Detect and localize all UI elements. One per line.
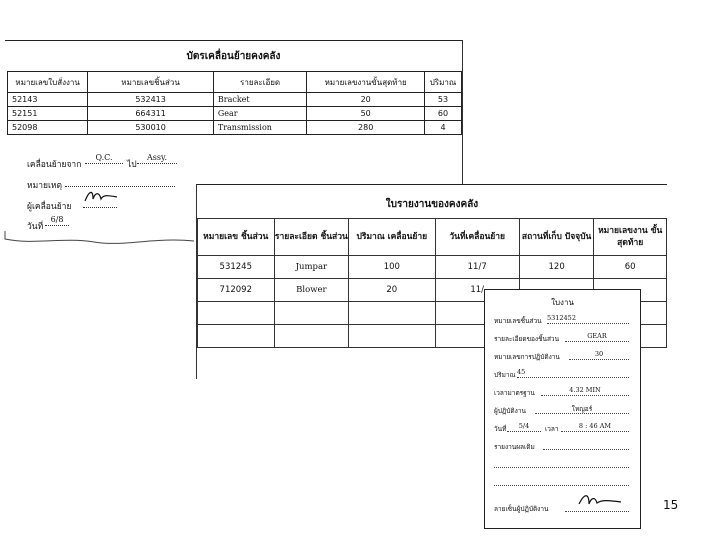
cell: 52098 (8, 121, 88, 135)
cell: Blower (274, 279, 349, 302)
card2-header: รายละเอียด ชิ้นส่วน (274, 219, 349, 256)
job-no-value: 30 (569, 350, 629, 360)
note-label: หมายเหตุ (27, 181, 62, 191)
cell (198, 325, 275, 348)
date-label: วันที่ (27, 222, 44, 232)
card2-title: ใบรายงานของคงคลัง (385, 199, 479, 210)
std-time-label: เวลามาตรฐาน (494, 389, 535, 397)
cell: Gear (213, 107, 306, 121)
job-ticket-card (484, 289, 641, 529)
date-value: 6/8 (45, 215, 69, 226)
operator-label: ผู้ปฏิบัติงาน (494, 407, 526, 415)
cell: 50 (307, 107, 425, 121)
card2-header: ปริมาณ เคลื่อนย้าย (349, 219, 435, 256)
remark-line-1 (543, 440, 629, 450)
cell: 280 (307, 121, 425, 135)
cell: 52143 (8, 93, 88, 107)
card1-header: หมายเลขงานขั้นสุดท้าย (307, 72, 425, 93)
page-number: 15 (663, 498, 679, 512)
table-row (8, 121, 462, 135)
note-line (65, 176, 175, 187)
qty-value: 45 (517, 368, 629, 378)
cell: 11/7 (435, 256, 519, 279)
operator-signature (577, 490, 623, 508)
cell: 20 (307, 93, 425, 107)
cell (198, 302, 275, 325)
card3-title: ใบงาน (551, 298, 574, 307)
table-row (198, 256, 667, 279)
cell: 60 (425, 107, 462, 121)
cell: 4 (425, 121, 462, 135)
desc-label: รายละเอียดของชิ้นส่วน (494, 335, 560, 343)
table-row (8, 93, 462, 107)
card1-table (7, 71, 462, 135)
card1-header: ปริมาณ (425, 72, 462, 93)
signature-label: ลายเซ็นผู้ปฏิบัติงาน (494, 505, 549, 513)
cell: 120 (519, 256, 594, 279)
cell (274, 325, 349, 348)
move-from-label: เคลื่อนย้ายจาก (27, 160, 82, 170)
to-value: Assy. (137, 153, 177, 164)
operator-value: ใหญอร์ (535, 404, 629, 414)
qty-label: ปริมาณ (494, 371, 516, 379)
cell: 52151 (8, 107, 88, 121)
std-time-value: 4.32 MIN (541, 386, 629, 396)
part-no-value: 5312452 (547, 314, 629, 324)
cell: Transmission (213, 121, 306, 135)
cell: 53 (425, 93, 462, 107)
card2-header: หมายเลขงาน ขั้นสุดท้าย (594, 219, 667, 256)
job-no-label: หมายเลขการปฏิบัติงาน (494, 353, 560, 361)
table-row (8, 107, 462, 121)
cell (349, 325, 435, 348)
cell: 20 (349, 279, 435, 302)
cell (274, 302, 349, 325)
card2-header: สถานที่เก็บ ปัจจุบัน (519, 219, 594, 256)
cell: 530010 (88, 121, 214, 135)
remark-label: รายงานผลเติม (494, 443, 535, 451)
cell: Jumpar (274, 256, 349, 279)
card2-header: วันที่เคลื่อนย้าย (435, 219, 519, 256)
ticket-date-label: วันที่ (494, 425, 507, 433)
cell: 11/ (435, 279, 519, 302)
part-no-label: หมายเลขชิ้นส่วน (494, 317, 542, 325)
cell: 100 (349, 256, 435, 279)
cell: 712092 (198, 279, 275, 302)
card1-header: หมายเลขใบสั่งงาน (8, 72, 88, 93)
remark-line-2 (494, 458, 629, 468)
move-from-value: Q.C. (85, 153, 123, 164)
to-label: ไป (127, 160, 137, 170)
card2-header: หมายเลข ชิ้นส่วน (198, 219, 275, 256)
card1-title: บัตรเคลื่อนย้ายคงคลัง (186, 51, 281, 62)
cell: 532413 (88, 93, 214, 107)
cell (349, 302, 435, 325)
cell: Bracket (213, 93, 306, 107)
time-value: 8 : 46 AM (561, 422, 629, 432)
desc-value: GEAR (565, 332, 629, 342)
cell: 664311 (88, 107, 214, 121)
mover-label: ผู้เคลื่อนย้าย (27, 202, 72, 212)
remark-line-3 (494, 476, 629, 486)
card1-header: รายละเอียด (213, 72, 306, 93)
time-label: เวลา (545, 425, 559, 433)
ticket-date-value: 5/4 (507, 422, 541, 432)
mover-signature (83, 187, 119, 205)
card1-header: หมายเลขชิ้นส่วน (88, 72, 214, 93)
cell: 60 (594, 256, 667, 279)
cell: 531245 (198, 256, 275, 279)
